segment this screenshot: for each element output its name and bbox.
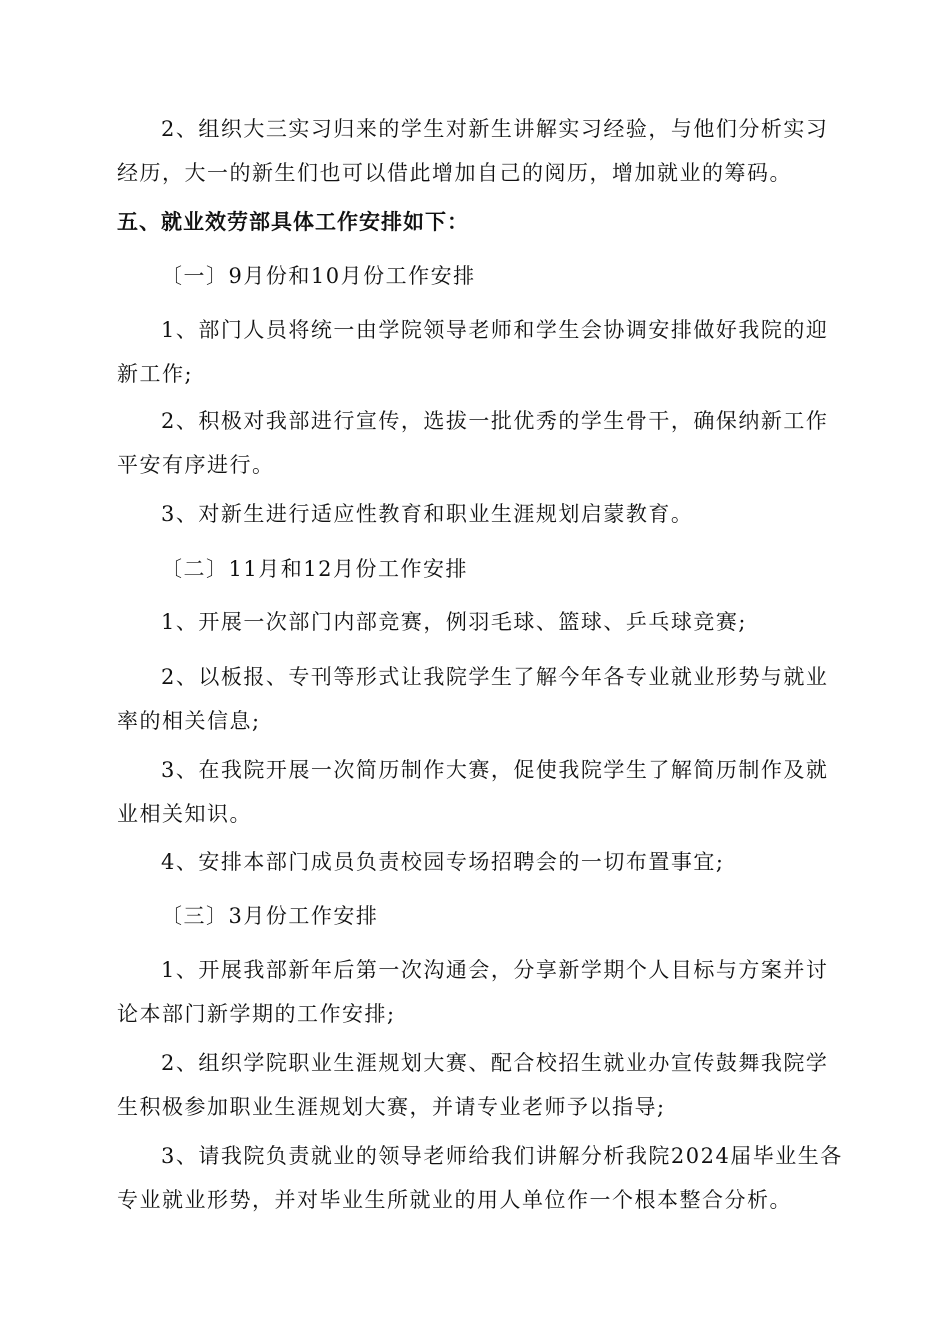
- paragraph-item: [117, 748, 833, 836]
- subheading-nov-dec: [117, 547, 833, 591]
- paragraph-intern-experience: [117, 107, 833, 195]
- text-line: 2、组织学院职业生涯规划大赛、配合校招生就业办宣传鼓舞我院学: [161, 1051, 829, 1075]
- text-line: 〔一〕9月份和10月份工作安排: [161, 264, 476, 288]
- text-line: 〔二〕11月和12月份工作安排: [161, 557, 468, 581]
- paragraph-item: [117, 399, 833, 487]
- text-line: 业相关知识。: [117, 802, 252, 826]
- text-line: 2、积极对我部进行宣传，选拔一批优秀的学生骨干，确保纳新工作: [161, 409, 829, 433]
- text-line: 1、部门人员将统一由学院领导老师和学生会协调安排做好我院的迎: [161, 318, 829, 342]
- text-line: 论本部门新学期的工作安排;: [117, 1002, 396, 1026]
- section-heading: [117, 200, 833, 244]
- paragraph-item: [117, 948, 833, 1036]
- text-line: 生积极参加职业生涯规划大赛，并请专业老师予以指导;: [117, 1095, 666, 1119]
- paragraph-item: [117, 1134, 843, 1222]
- text-line: 1、开展一次部门内部竞赛，例羽毛球、篮球、乒乓球竞赛;: [161, 610, 747, 634]
- subheading-sep-oct: [117, 254, 833, 298]
- text-line: 率的相关信息;: [117, 709, 261, 733]
- text-line: 4、安排本部门成员负责校园专场招聘会的一切布置事宜;: [161, 850, 725, 874]
- paragraph-item: [117, 840, 833, 884]
- text-line: 专业就业形势，并对毕业生所就业的用人单位作一个根本整合分析。: [117, 1188, 792, 1212]
- text-line: 3、请我院负责就业的领导老师给我们讲解分析我院2024届毕业生各: [161, 1144, 843, 1168]
- paragraph-item: [117, 655, 833, 743]
- text-line: 新工作;: [117, 362, 194, 386]
- text-line: 3、在我院开展一次简历制作大赛，促使我院学生了解简历制作及就: [161, 758, 829, 782]
- text-line: 五、就业效劳部具体工作安排如下：: [117, 210, 469, 234]
- text-line: 3、对新生进行适应性教育和职业生涯规划启蒙教育。: [161, 502, 694, 526]
- text-line: 经历，大一的新生们也可以借此增加自己的阅历，增加就业的筹码。: [117, 161, 792, 185]
- text-line: 2、组织大三实习归来的学生对新生讲解实习经验，与他们分析实习: [161, 117, 829, 141]
- text-line: 1、开展我部新年后第一次沟通会，分享新学期个人目标与方案并讨: [161, 958, 829, 982]
- paragraph-item: [117, 492, 833, 536]
- paragraph-item: [117, 600, 833, 644]
- paragraph-item: [117, 1041, 833, 1129]
- text-line: 平安有序进行。: [117, 453, 275, 477]
- text-line: 〔三〕3月份工作安排: [161, 904, 379, 928]
- subheading-march: [117, 894, 833, 938]
- paragraph-item: [117, 308, 833, 396]
- text-line: 2、以板报、专刊等形式让我院学生了解今年各专业就业形势与就业: [161, 665, 829, 689]
